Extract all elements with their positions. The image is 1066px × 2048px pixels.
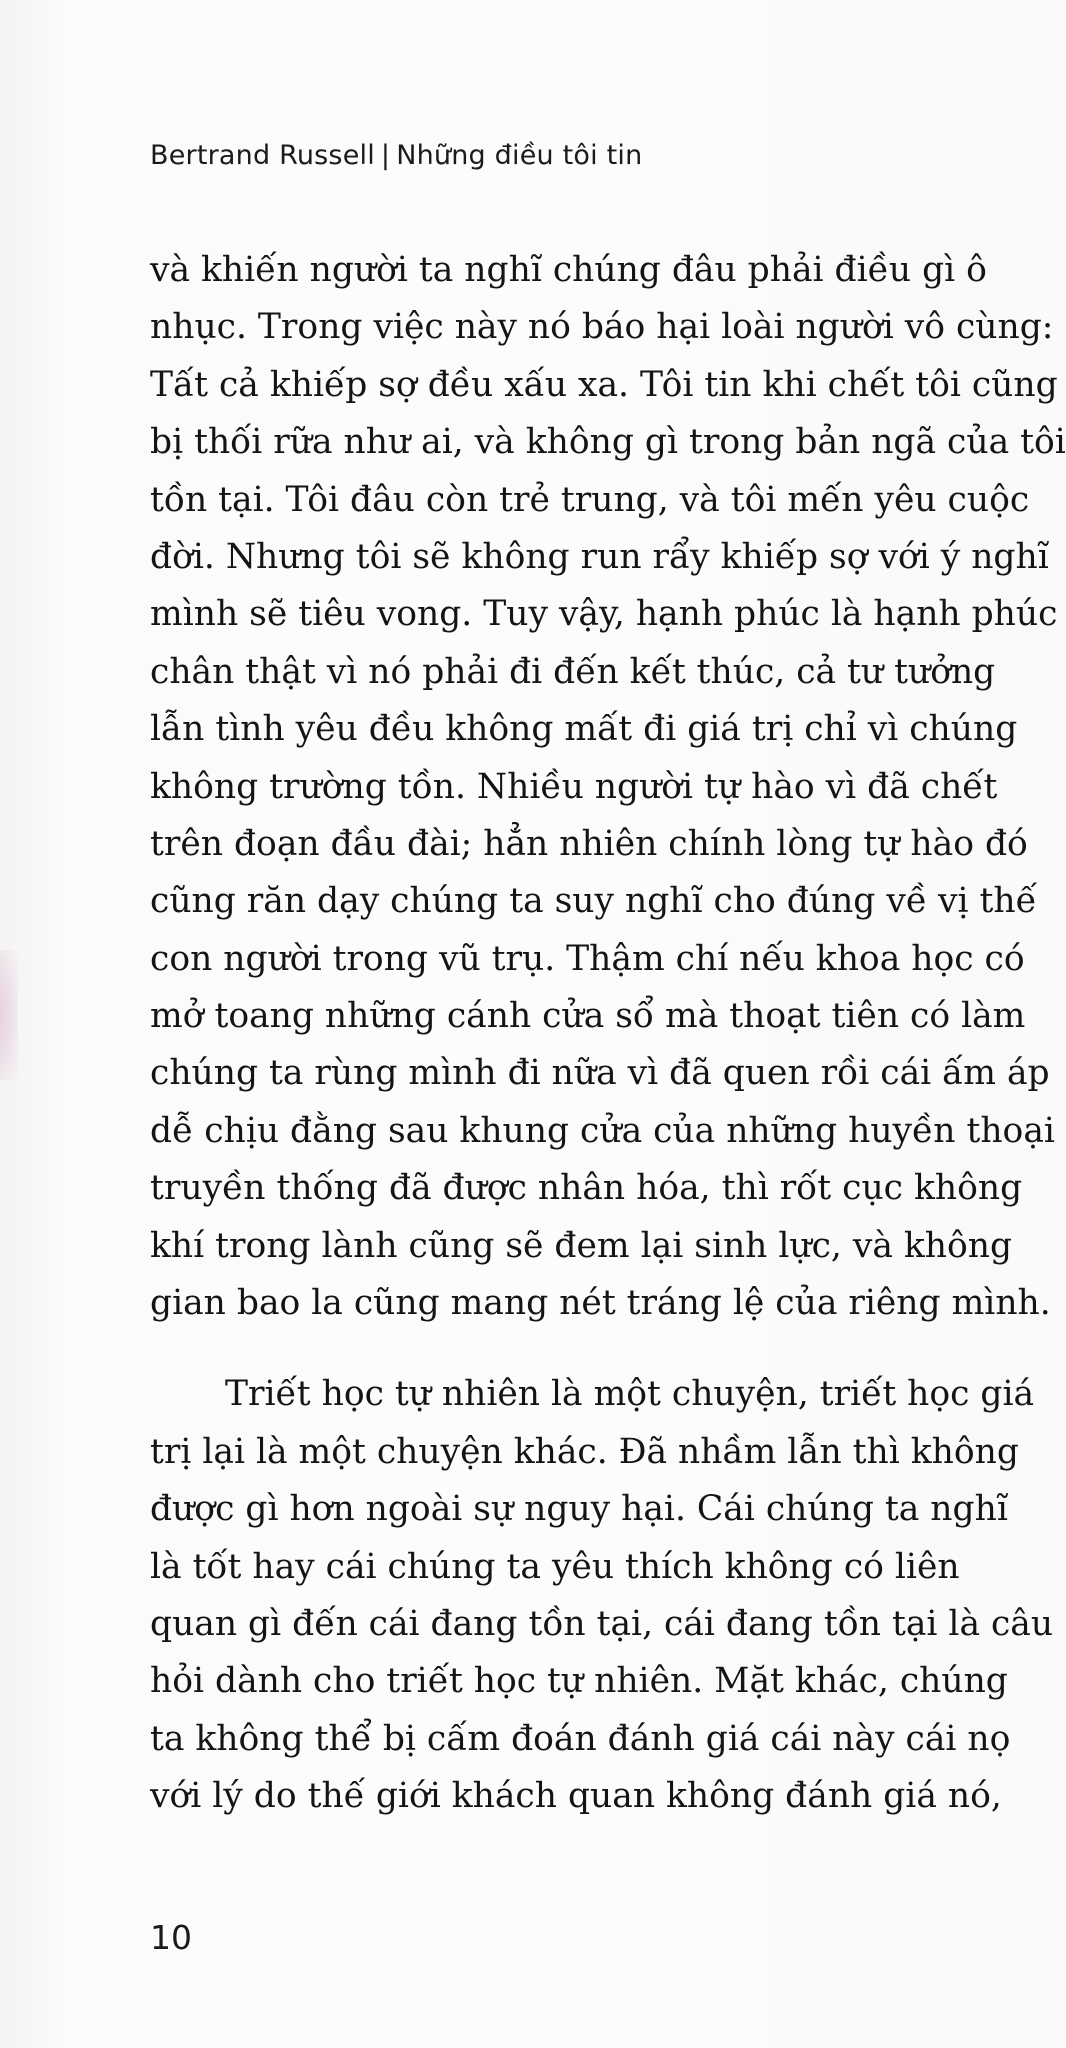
text-line: và khiến người ta nghĩ chúng đâu phải điều gì ô: [150, 250, 987, 290]
text-line: ta không thể bị cấm đoán đánh giá cái này cái nọ: [150, 1718, 1011, 1759]
header-author: Bertrand Russell: [150, 140, 375, 171]
text-line: lẫn tình yêu đều không mất đi giá trị chỉ vì chúng: [150, 709, 1018, 750]
text-line: dễ chịu đằng sau khung cửa của những huyền thoại: [150, 1110, 1055, 1151]
text-line: Tất cả khiếp sợ đều xấu xa. Tôi tin khi chết tôi cũng: [150, 364, 1058, 405]
text-line: nhục. Trong việc này nó báo hại loài người vô cùng:: [150, 307, 1054, 348]
text-line: mở toang những cánh cửa sổ mà thoạt tiên có làm: [150, 996, 1026, 1037]
text-line: bị thối rữa như ai, và không gì trong bản ngã của tôi: [150, 422, 1066, 463]
text-line: cũng răn dạy chúng ta suy nghĩ cho đúng về vị thế: [150, 881, 1037, 922]
body-text: [150, 242, 1066, 1826]
text-line: không trường tồn. Nhiều người tự hào vì đã chết: [150, 766, 998, 807]
text-line: truyền thống đã được nhân hóa, thì rốt cục không: [150, 1168, 1023, 1209]
text-line: gian bao la cũng mang nét tráng lệ của riêng mình.: [150, 1283, 1051, 1324]
text-line: đời. Nhưng tôi sẽ không run rẩy khiếp sợ với ý nghĩ: [150, 536, 1049, 577]
header-separator: |: [380, 140, 391, 171]
text-line: tồn tại. Tôi đâu còn trẻ trung, và tôi mến yêu cuộc: [150, 479, 1030, 520]
text-line: được gì hơn ngoài sự nguy hại. Cái chúng ta nghĩ: [150, 1489, 1008, 1530]
paragraph-gap: [150, 1332, 945, 1366]
text-line: chân thật vì nó phải đi đến kết thúc, cả tư tưởng: [150, 651, 996, 692]
text-line: khí trong lành cũng sẽ đem lại sinh lực, và không: [150, 1225, 1013, 1266]
page-number: 10: [150, 1918, 192, 1957]
text-line: quan gì đến cái đang tồn tại, cái đang tồn tại là câu: [150, 1603, 1054, 1644]
text-line: trị lại là một chuyện khác. Đã nhầm lẫn thì không: [150, 1431, 1019, 1472]
text-line: với lý do thế giới khách quan không đánh giá nó,: [150, 1776, 1002, 1817]
running-header: [150, 140, 642, 171]
paragraph-2: [150, 1366, 1054, 1825]
text-line: là tốt hay cái chúng ta yêu thích không có liên: [150, 1546, 960, 1587]
text-line: trên đoạn đầu đài; hẳn nhiên chính lòng tự hào đó: [150, 823, 1028, 864]
text-line: chúng ta rùng mình đi nữa vì đã quen rồi cái ấm áp: [150, 1053, 1050, 1094]
text-line: hỏi dành cho triết học tự nhiên. Mặt khác, chúng: [150, 1661, 1008, 1702]
text-line: mình sẽ tiêu vong. Tuy vậy, hạnh phúc là hạnh phúc: [150, 594, 1058, 635]
header-book-title: Những điều tôi tin: [396, 140, 643, 171]
text-line: Triết học tự nhiên là một chuyện, triết học giá: [225, 1374, 1035, 1415]
text-line: con người trong vũ trụ. Thậm chí nếu khoa học có: [150, 938, 1025, 979]
page-edge-mark: [0, 950, 18, 1080]
paragraph-1: [150, 242, 1066, 1332]
